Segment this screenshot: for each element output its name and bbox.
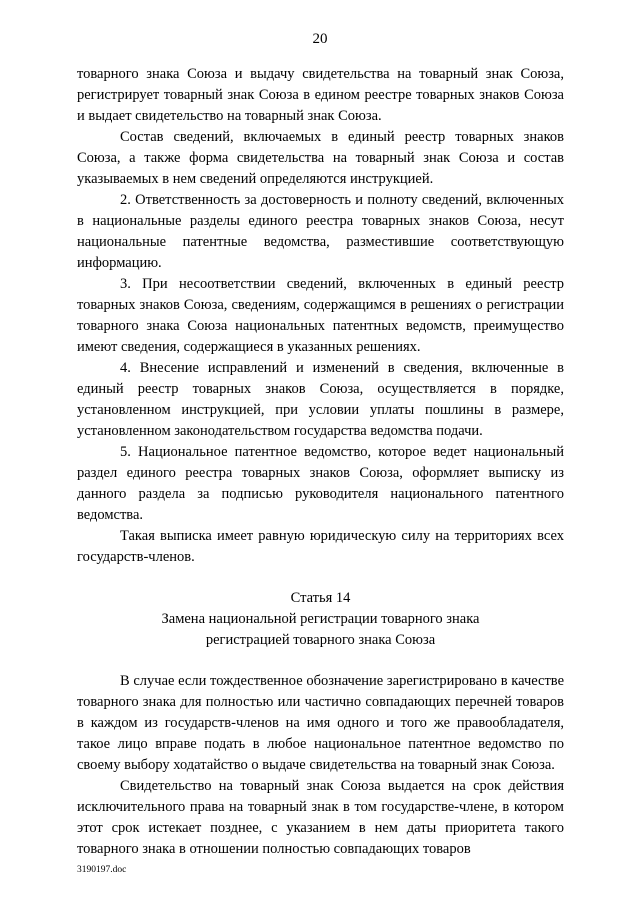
paragraph-item-4: 4. Внесение исправлений и изменений в сведения, включенные в единый реестр товарных знаков Союза, осуществляется в порядке, установленном инструкцией, при условии уплаты пошлины в размере, установленном законодательством государства ведомства подачи.: [77, 360, 564, 439]
document-filename: 3190197.doc: [77, 865, 127, 875]
paragraph-registry-contents: Состав сведений, включаемых в единый реестр товарных знаков Союза, а также форма свидетельства на товарный знак Союза и состав указываемых в нем сведений определяются инструкцией.: [77, 129, 564, 187]
paragraph-continuation: товарного знака Союза и выдачу свидетельства на товарный знак Союза, регистрирует товарный знак Союза в едином реестре товарных знаков Союза и выдает свидетельство на товарный знак Союза.: [77, 66, 564, 124]
paragraph-item-5: 5. Национальное патентное ведомство, которое ведет национальный раздел единого реестра товарных знаков Союза, оформляет выписку из данного раздела за подписью руководителя национального патентного ведомства.: [77, 444, 564, 523]
spacer: [77, 568, 564, 588]
article-number: Статья 14: [290, 590, 351, 606]
spacer: [77, 651, 564, 671]
article-paragraph-1: В случае если тождественное обозначение зарегистрировано в качестве товарного знака для полностью или частично совпадающих перечней товаров в каждом из государств-членов на имя одного и того же правообладателя, такое лицо вправе подать в любое национальное патентное ведомство по своему выбору ходатайство о выдаче свидетельства на товарный знак Союза.: [77, 673, 564, 773]
paragraph-extract-force: Такая выписка имеет равную юридическую силу на территориях всех государств-членов.: [77, 528, 564, 565]
page-number: 20: [312, 31, 328, 47]
article-title-line-1: Замена национальной регистрации товарного знака: [161, 611, 480, 627]
paragraph-item-2: 2. Ответственность за достоверность и полноту сведений, включенных в национальные разделы единого реестра товарных знаков Союза, несут национальные патентные ведомства, разместившие соответствующую информацию.: [77, 192, 564, 271]
paragraph-item-3: 3. При несоответствии сведений, включенных в единый реестр товарных знаков Союза, сведениям, содержащимся в решениях о регистрации товарного знака Союза национальных патентных ведомств, преимущество имеют сведения, содержащиеся в указанных решениях.: [77, 276, 564, 355]
article-paragraph-2: Свидетельство на товарный знак Союза выдается на срок действия исключительного права на товарный знак в том государстве-члене, в котором этот срок истекает позднее, с указанием в нем даты приоритета такого товарного знака в отношении полностью совпадающих товаров: [77, 778, 564, 857]
article-title-line-2: регистрацией товарного знака Союза: [205, 632, 436, 648]
document-body: [77, 64, 564, 860]
